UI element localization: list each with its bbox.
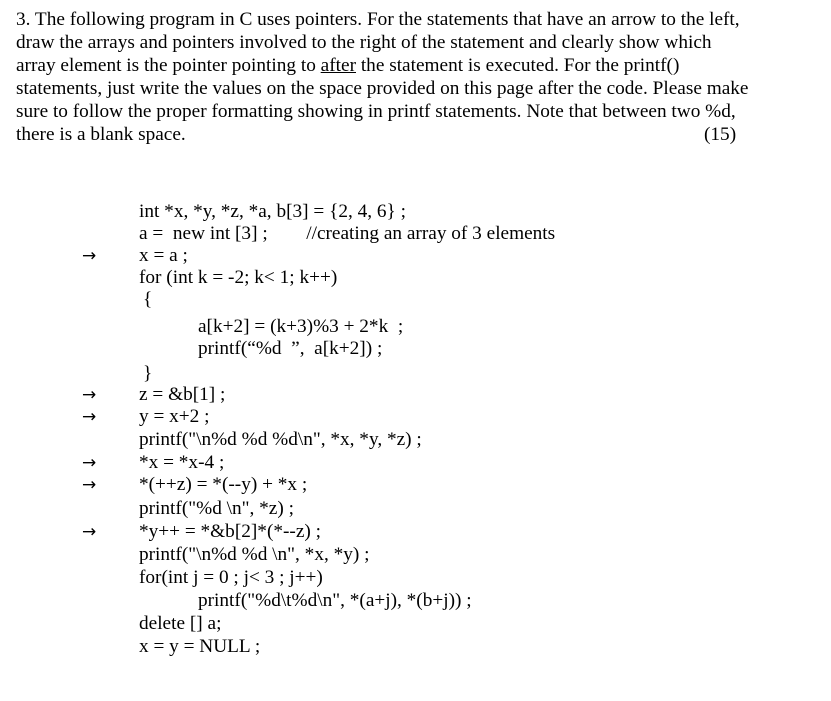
question-text [16, 8, 816, 146]
code-line-post-increment-y: *y++ = *&b[2]*(*--z) ; [139, 521, 322, 542]
code-line-assign-a: a[k+2] = (k+3)%3 + 2*k ; [198, 316, 404, 337]
right-arrow-icon: → [82, 475, 97, 495]
right-arrow-icon: → [82, 385, 97, 405]
code-line-delete: delete [] a; [139, 613, 222, 634]
emphasis-after: after [320, 55, 356, 76]
code-line-close-brace: } [143, 363, 153, 384]
right-arrow-icon: → [82, 246, 97, 266]
question-line-6 [16, 123, 816, 146]
code-line-printf-xy: printf("\n%d %d \n", *x, *y) ; [139, 544, 370, 565]
question-line-2: draw the arrays and pointers involved to the right of the statement and clearly show which [16, 32, 712, 53]
code-line-printf-xyz: printf("\n%d %d %d\n", *x, *y, *z) ; [139, 429, 422, 450]
code-line-null: x = y = NULL ; [139, 636, 261, 657]
code-line-printf-table: printf("%d\t%d\n", *(a+j), *(b+j)) ; [198, 590, 472, 611]
question-line-3-end: the statement is executed. For the printf() [356, 55, 680, 76]
code-line-assign-y: y = x+2 ; [139, 406, 210, 427]
question-line-3-start: array element is the pointer pointing to [16, 55, 321, 76]
code-line-open-brace: { [143, 289, 153, 310]
code-line-assign-z: z = &b[1] ; [139, 384, 226, 405]
right-arrow-icon: → [82, 453, 97, 473]
question-line-5: sure to follow the proper formatting showing in printf statements. Note that between two %d, [16, 101, 736, 122]
points-value: (15) [704, 124, 737, 145]
code-line-for-k: for (int k = -2; k< 1; k++) [139, 267, 338, 288]
code-line-pre-increment-z: *(++z) = *(--y) + *x ; [139, 474, 308, 495]
code-line-assign-x: x = a ; [139, 245, 188, 266]
code-line-printf-loop: printf(“%d ”, a[k+2]) ; [198, 338, 383, 359]
code-line-new-array: a = new int [3] ; //creating an array of 3 elements [139, 223, 556, 244]
question-line-1: 3. The following program in C uses pointers. For the statements that have an arrow to the left, [16, 9, 740, 30]
code-line-printf-z: printf("%d \n", *z) ; [139, 498, 294, 519]
question-line-6-text: there is a blank space. [16, 124, 186, 145]
question-line-4: statements, just write the values on the space provided on this page after the code. Please make [16, 78, 749, 99]
code-line-deref-x: *x = *x-4 ; [139, 452, 225, 473]
right-arrow-icon: → [82, 407, 97, 427]
right-arrow-icon: → [82, 522, 97, 542]
code-line-for-j: for(int j = 0 ; j< 3 ; j++) [139, 567, 323, 588]
question-line-3 [16, 54, 816, 77]
code-line-declarations: int *x, *y, *z, *a, b[3] = {2, 4, 6} ; [139, 201, 406, 222]
